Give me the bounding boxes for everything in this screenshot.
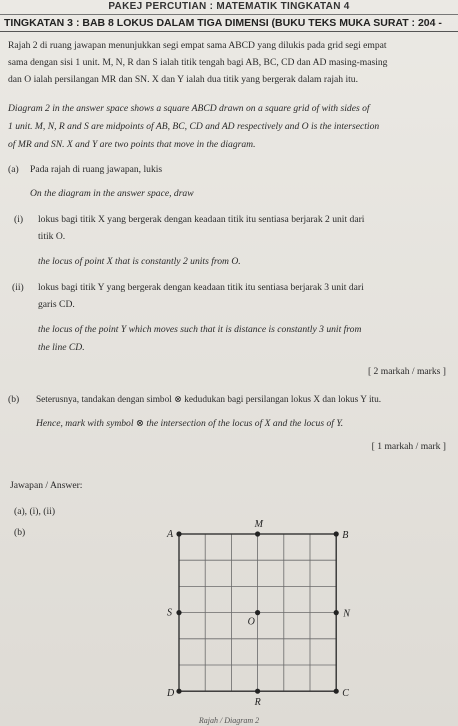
label-point-s: S (167, 607, 172, 619)
chapter-title: TINGKATAN 3 : BAB 8 LOKUS DALAM TIGA DIMENSI (BUKU TEKS MUKA SURAT : 204 - (0, 14, 458, 32)
answer-b-label: (b) (14, 527, 26, 538)
part-a-i-label: (i) (14, 214, 24, 225)
point-c (334, 689, 339, 694)
point-o (255, 610, 260, 615)
label-point-r: R (254, 697, 261, 709)
part-a-ms: Pada rajah di ruang jawapan, lukis (30, 164, 163, 175)
label-point-d: D (167, 688, 175, 700)
point-n (334, 610, 339, 615)
point-d (176, 689, 181, 694)
answer-a-label: (a), (i), (ii) (14, 506, 56, 517)
part-b-ms: Seterusnya, tandakan dengan simbol ⊗ kedudukan bagi persilangan lokus X dan lokus Y itu. (36, 395, 382, 405)
marks-a: [ 2 markah / marks ] (367, 366, 446, 377)
label-point-m: M (254, 519, 263, 530)
part-a-en: On the diagram in the answer space, draw (30, 188, 194, 199)
part-a-i-en: the locus of point X that is constantly 2 units from O. (38, 256, 241, 267)
intro-en-line-2: 1 unit. M, N, R and S are midpoints of AB, BC, CD and AD respectively and O is the intersection (8, 121, 380, 132)
label-point-a: A (167, 529, 174, 540)
intro-ms-line-3: dan O ialah persilangan MR dan SN. X dan Y ialah dua titik yang bergerak dalam rajah itu. (8, 74, 358, 85)
label-point-b: B (342, 530, 349, 541)
intro-en-line-1: Diagram 2 in the answer space shows a square ABCD drawn on a square grid of with sides of (8, 103, 370, 114)
part-b-label: (b) (8, 394, 20, 405)
page-header: PAKEJ PERCUTIAN : MATEMATIK TINGKATAN 4 (0, 0, 458, 15)
answer-label: Jawapan / Answer: (10, 480, 83, 491)
part-a-ii-label: (ii) (12, 282, 24, 293)
part-a-ii-ms-1: lokus bagi titik Y yang bergerak dengan keadaan titik itu sentiasa berjarak 3 unit dari (38, 282, 364, 293)
part-a-ii-en-1: the locus of the point Y which moves such that it is distance is constantly 3 unit from (38, 324, 362, 335)
point-m (255, 531, 260, 536)
point-b (334, 531, 339, 536)
part-b-en: Hence, mark with symbol ⊗ the intersection of the locus of X and the locus of Y. (36, 418, 344, 429)
intro-en-line-3: of MR and SN. X and Y are two points that move in the diagram. (8, 139, 256, 150)
label-point-n: N (343, 608, 350, 620)
marks-b: [ 1 markah / mark ] (371, 441, 446, 452)
part-a-ii-ms-2: garis CD. (38, 299, 75, 310)
intro-ms-line-1: Rajah 2 di ruang jawapan menunjukkan segi empat sama ABCD yang dilukis pada grid segi empat (8, 40, 387, 51)
point-a (176, 531, 181, 536)
point-s (176, 610, 181, 615)
part-a-ii-en-2: the line CD. (38, 342, 85, 353)
label-point-o: O (247, 616, 255, 628)
label-point-c: C (342, 688, 349, 700)
part-a-i-ms-2: titik O. (38, 231, 66, 242)
part-a-label: (a) (8, 164, 19, 175)
part-a-i-ms-1: lokus bagi titik X yang bergerak dengan keadaan titik itu sentiasa berjarak 2 unit dari (38, 214, 365, 225)
point-r (255, 689, 260, 694)
intro-ms-line-2: sama dengan sisi 1 unit. M, N, R dan S ialah titik tengah bagi AB, BC, CD dan AD masing-masing (8, 57, 388, 68)
diagram-caption: Rajah / Diagram 2 (198, 716, 260, 725)
